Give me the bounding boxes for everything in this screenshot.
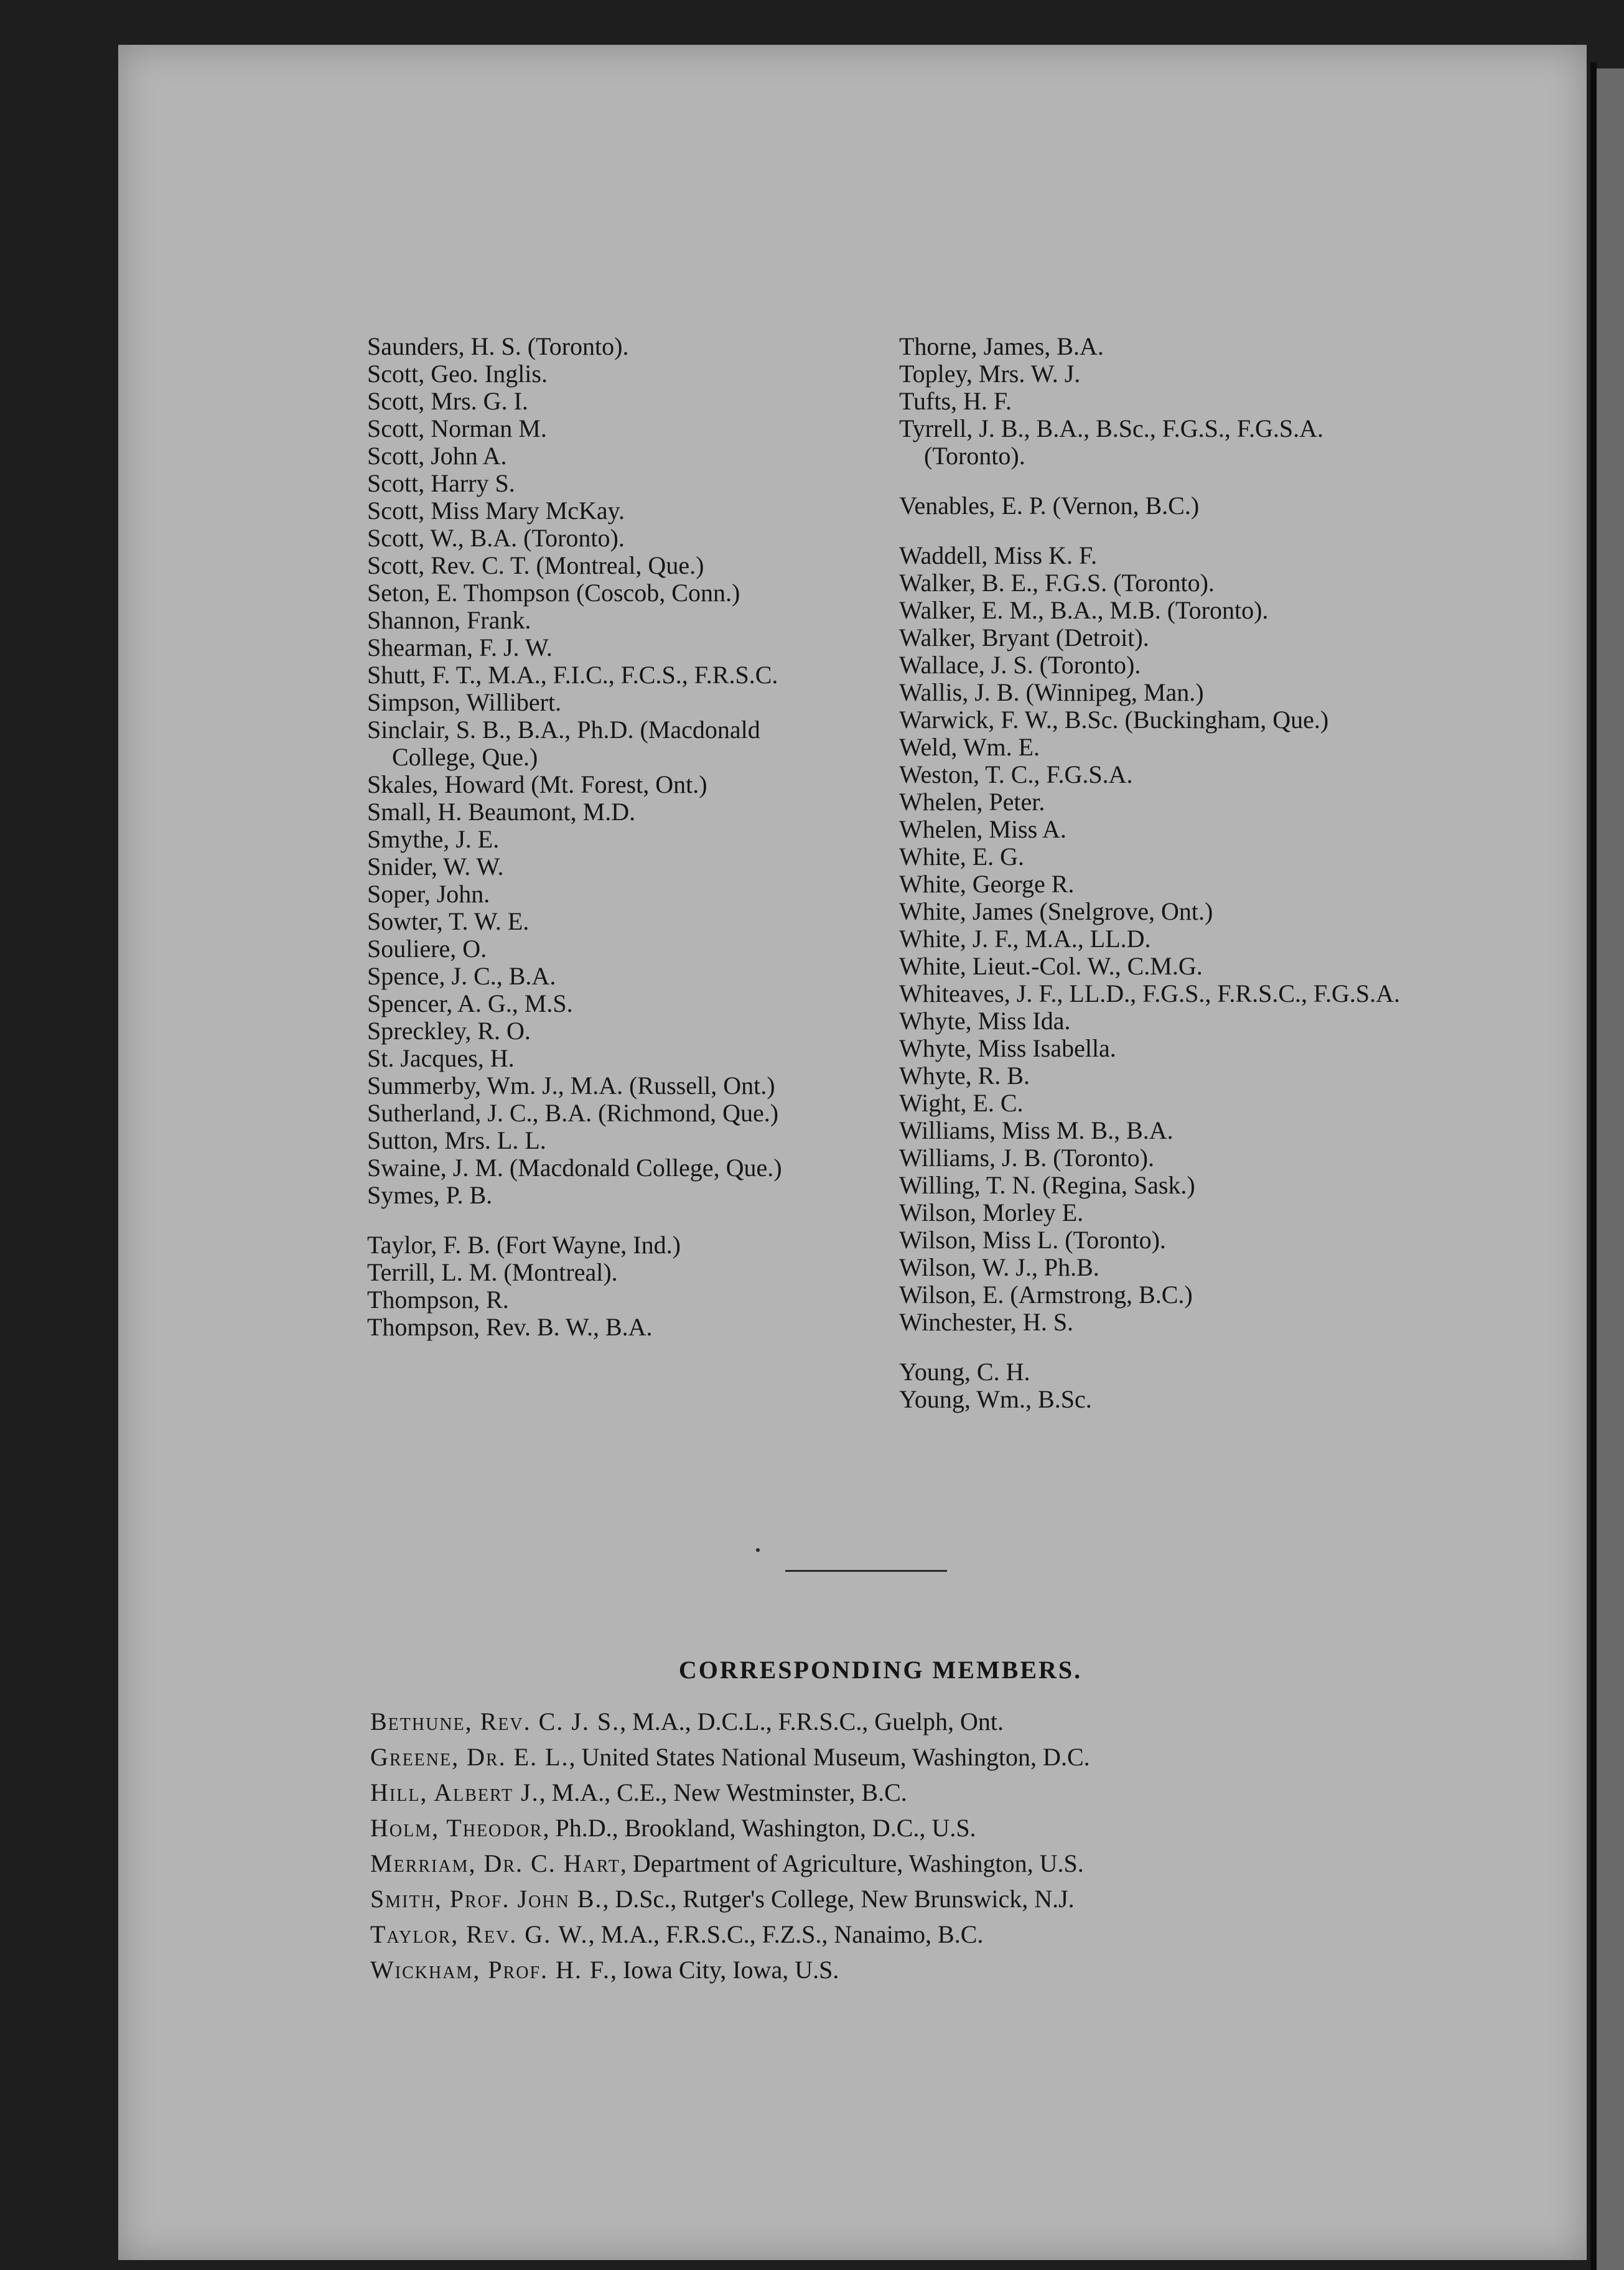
member-entry: Young, Wm., B.Sc. (899, 1385, 1092, 1413)
member-entry: Wilson, W. J., Ph.B. (899, 1253, 1099, 1281)
member-entry: Wallace, J. S. (Toronto). (899, 651, 1141, 679)
member-entry: Weston, T. C., F.G.S.A. (899, 760, 1133, 788)
member-entry: Snider, W. W. (367, 852, 504, 880)
member-list-right-column (899, 333, 1428, 1413)
member-entry: Shearman, F. J. W. (367, 633, 553, 661)
list-gap (899, 470, 1428, 492)
member-entry: Tyrrell, J. B., B.A., B.Sc., F.G.S., F.G.S.A. (Toronto). (899, 414, 1323, 470)
member-entry: Scott, Mrs. G. I. (367, 387, 528, 415)
member-entry: Scott, Harry S. (367, 469, 515, 497)
member-entry: St. Jacques, H. (367, 1044, 515, 1072)
list-gap (899, 520, 1428, 542)
member-entry: Sutton, Mrs. L. L. (367, 1126, 546, 1154)
member-entry: Walker, Bryant (Detroit). (899, 624, 1149, 652)
member-entry: Smythe, J. E. (367, 825, 500, 853)
corresponding-member-entry (370, 1810, 1552, 1846)
member-entry: Thorne, James, B.A. (899, 332, 1104, 360)
member-entry: Willing, T. N. (Regina, Sask.) (899, 1171, 1195, 1199)
member-entry: Sinclair, S. B., B.A., Ph.D. (Macdonald College, Que.) (367, 716, 760, 771)
member-entry: Venables, E. P. (Vernon, B.C.) (899, 492, 1200, 520)
member-entry: Wilson, E. (Armstrong, B.C.) (899, 1281, 1193, 1309)
member-entry: Terrill, L. M. (Montreal). (367, 1258, 618, 1286)
corresponding-member-entry (370, 1846, 1552, 1881)
member-entry: Scott, John A. (367, 442, 507, 470)
member-entry: Waddell, Miss K. F. (899, 541, 1098, 569)
member-entry: Tufts, H. F. (899, 387, 1012, 415)
member-name: Wickham, Prof. H. F. (370, 1956, 610, 1984)
member-entry: Skales, Howard (Mt. Forest, Ont.) (367, 770, 707, 798)
list-gap (899, 1336, 1428, 1358)
member-entry: White, J. F., M.A., LL.D. (899, 925, 1151, 953)
corresponding-members-list (370, 1704, 1552, 1987)
member-entry: Shannon, Frank. (367, 606, 531, 634)
list-gap (367, 1209, 840, 1231)
member-entry: Whyte, Miss Isabella. (899, 1034, 1116, 1062)
member-name: Taylor, Rev. G. W. (370, 1920, 589, 1948)
corresponding-members-heading: CORRESPONDING MEMBERS. (678, 1656, 1083, 1684)
member-entry: Walker, E. M., B.A., M.B. (Toronto). (899, 596, 1269, 624)
member-entry: Soper, John. (367, 880, 490, 908)
section-divider (785, 1570, 947, 1572)
member-entry: Scott, Geo. Inglis. (367, 360, 548, 388)
corresponding-member-entry (370, 1881, 1552, 1917)
member-entry: Scott, Norman M. (367, 414, 547, 442)
member-details: , M.A., F.R.S.C., F.Z.S., Nanaimo, B.C. (588, 1920, 984, 1948)
member-entry: White, Lieut.-Col. W., C.M.G. (899, 952, 1203, 980)
member-entry: Warwick, F. W., B.Sc. (Buckingham, Que.) (899, 706, 1329, 734)
member-list-left-column (367, 333, 840, 1341)
member-entry: Thompson, R. (367, 1286, 509, 1314)
member-entry: Wallis, J. B. (Winnipeg, Man.) (899, 678, 1204, 706)
member-entry: Topley, Mrs. W. J. (899, 360, 1081, 388)
member-entry: Whiteaves, J. F., LL.D., F.G.S., F.R.S.C., F.G.S.A. (899, 979, 1401, 1007)
member-entry: Weld, Wm. E. (899, 733, 1040, 761)
member-entry: Wight, E. C. (899, 1089, 1024, 1117)
member-entry: Wilson, Miss L. (Toronto). (899, 1226, 1166, 1254)
member-entry: Walker, B. E., F.G.S. (Toronto). (899, 569, 1215, 597)
member-entry: Wilson, Morley E. (899, 1198, 1084, 1226)
corresponding-member-entry (370, 1704, 1552, 1739)
member-entry: Whelen, Miss A. (899, 815, 1066, 843)
member-details: , Ph.D., Brookland, Washington, D.C., U.S. (543, 1814, 976, 1842)
member-entry: Souliere, O. (367, 935, 487, 963)
corresponding-member-entry (370, 1739, 1552, 1775)
member-entry: Shutt, F. T., M.A., F.I.C., F.C.S., F.R.S.C. (367, 661, 778, 689)
member-details: , M.A., C.E., New Westminster, B.C. (539, 1778, 907, 1806)
member-entry: White, James (Snelgrove, Ont.) (899, 897, 1213, 925)
member-entry: Williams, J. B. (Toronto). (899, 1144, 1154, 1172)
member-entry: Small, H. Beaumont, M.D. (367, 798, 636, 826)
member-entry: White, George R. (899, 870, 1075, 898)
member-name: Greene, Dr. E. L. (370, 1743, 569, 1771)
member-entry: Scott, Rev. C. T. (Montreal, Que.) (367, 551, 704, 579)
member-entry: Spence, J. C., B.A. (367, 962, 556, 990)
member-name: Holm, Theodor (370, 1814, 543, 1842)
member-details: , United States National Museum, Washington, D.C. (569, 1743, 1090, 1771)
member-entry: Winchester, H. S. (899, 1308, 1074, 1336)
binding-edge (1590, 62, 1597, 2270)
member-entry: Simpson, Willibert. (367, 688, 562, 716)
member-entry: Summerby, Wm. J., M.A. (Russell, Ont.) (367, 1072, 775, 1100)
member-details: , Iowa City, Iowa, U.S. (610, 1956, 839, 1984)
member-entry: Taylor, F. B. (Fort Wayne, Ind.) (367, 1231, 681, 1259)
member-entry: Whyte, Miss Ida. (899, 1007, 1071, 1035)
member-entry: Spreckley, R. O. (367, 1017, 531, 1045)
member-entry: White, E. G. (899, 843, 1025, 871)
member-entry: Whelen, Peter. (899, 788, 1045, 816)
member-entry: Thompson, Rev. B. W., B.A. (367, 1313, 653, 1341)
member-details: , Department of Agriculture, Washington, U.S. (620, 1849, 1084, 1877)
member-entry: Saunders, H. S. (Toronto). (367, 332, 629, 360)
member-name: Smith, Prof. John B. (370, 1885, 603, 1913)
facing-page-edge (1597, 68, 1624, 2270)
corresponding-member-entry (370, 1917, 1552, 1952)
member-entry: Williams, Miss M. B., B.A. (899, 1116, 1174, 1144)
member-entry: Sutherland, J. C., B.A. (Richmond, Que.) (367, 1099, 779, 1127)
member-details: , D.Sc., Rutger's College, New Brunswick, N.J. (602, 1885, 1075, 1913)
member-entry: Spencer, A. G., M.S. (367, 989, 573, 1017)
member-details: , M.A., D.C.L., F.R.S.C., Guelph, Ont. (620, 1707, 1004, 1735)
member-name: Bethune, Rev. C. J. S. (370, 1707, 620, 1735)
member-entry: Sowter, T. W. E. (367, 907, 530, 935)
printer-dot (756, 1548, 760, 1552)
member-entry: Seton, E. Thompson (Coscob, Conn.) (367, 579, 740, 607)
corresponding-member-entry (370, 1775, 1552, 1810)
member-entry: Whyte, R. B. (899, 1062, 1030, 1090)
member-entry: Young, C. H. (899, 1358, 1030, 1386)
member-entry: Symes, P. B. (367, 1181, 493, 1209)
member-name: Hill, Albert J. (370, 1778, 539, 1806)
member-entry: Scott, W., B.A. (Toronto). (367, 524, 625, 552)
member-name: Merriam, Dr. C. Hart (370, 1849, 620, 1877)
corresponding-member-entry (370, 1952, 1552, 1987)
member-entry: Scott, Miss Mary McKay. (367, 497, 625, 525)
member-entry: Swaine, J. M. (Macdonald College, Que.) (367, 1154, 782, 1182)
